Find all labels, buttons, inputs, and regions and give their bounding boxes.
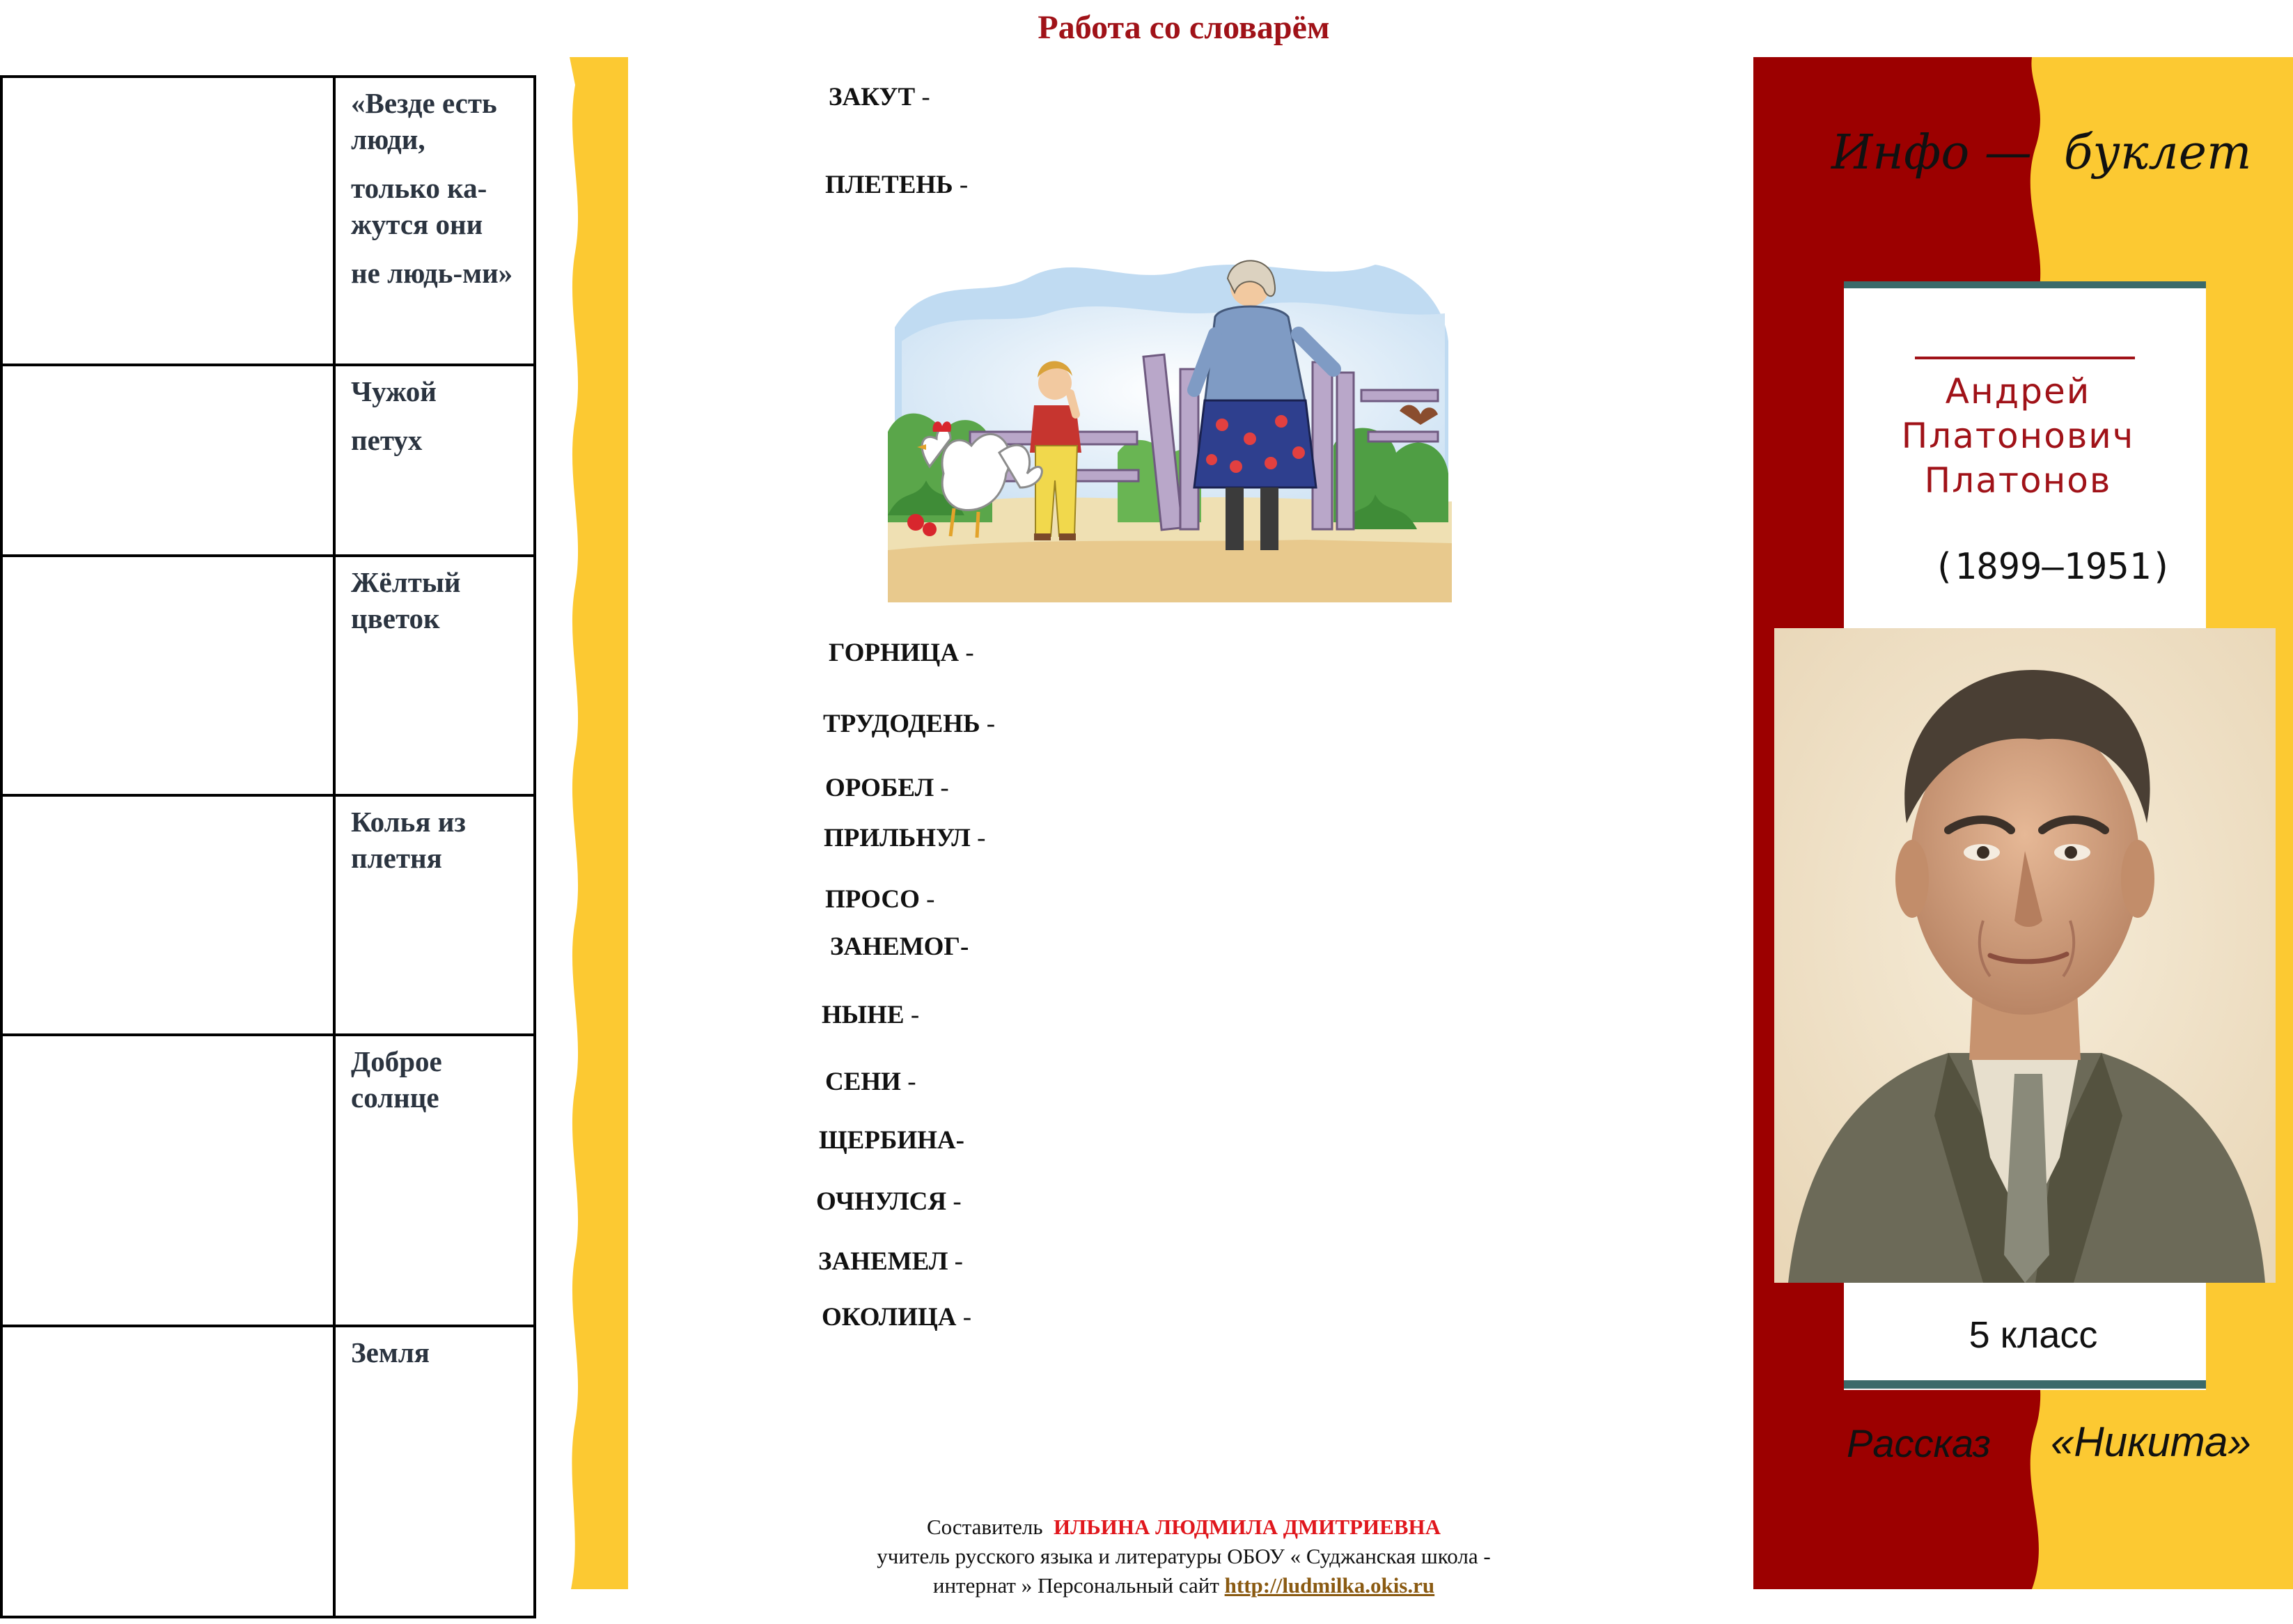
vocab-item: ГОРНИЦА - [829,639,974,667]
cover-title [1831,125,2277,180]
theme-cell [334,77,535,365]
table-row [1,1326,535,1617]
answer-cell[interactable] [1,77,334,365]
answer-cell[interactable] [1,795,334,1035]
table-row [1,556,535,795]
theme-cell [334,365,535,556]
theme-cell [334,1326,535,1617]
vocab-item: ОЧНУЛСЯ - [816,1187,962,1216]
author-name [1844,369,2192,503]
table-row [1,365,535,556]
theme-line: петух [351,424,423,456]
theme-line: Чужой [351,375,437,407]
vocab-item: ЩЕРБИНА- [819,1126,964,1155]
answer-cell[interactable] [1,556,334,795]
vocab-item: СЕНИ - [825,1068,916,1096]
personal-site-link[interactable]: http://ludmilka.okis.ru [1224,1573,1435,1598]
credits-prefix: Составитель [926,1515,1043,1539]
theme-cell [334,795,535,1035]
theme-line: «Везде есть люди, [351,87,497,155]
author-last-name: Платонов [1924,460,2112,501]
story-name: «Никита» [2051,1419,2251,1465]
author-patronymic: Платонович [1901,416,2135,456]
vocab-item: ЗАКУТ - [829,83,930,111]
story-illustration [888,223,1452,602]
credits-line-2: учитель русского языка и литературы ОБОУ « Суджанская школа - [877,1544,1491,1568]
theme-line: Колья из плетня [351,806,466,874]
table-row [1,1035,535,1326]
story-label: Рассказ [1847,1421,1991,1465]
answer-cell[interactable] [1,1326,334,1617]
vocab-item: ОРОБЕЛ - [825,774,949,802]
answer-cell[interactable] [1,1035,334,1326]
vocab-item: ТРУДОДЕНЬ - [823,710,996,738]
theme-line: Жёлтый цветок [351,566,461,634]
theme-line: Доброе солнце [351,1045,442,1114]
credits-block [801,1513,1567,1600]
cover-title-right: буклет [2063,125,2252,180]
author-portrait [1774,628,2276,1283]
credits-line-1 [801,1513,1567,1542]
theme-cell [334,556,535,795]
credits-line-3 [801,1571,1567,1600]
page-title: Работа со словарём [1038,9,1330,46]
theme-line: не людь-ми» [351,257,513,289]
vocab-item: ПРИЛЬНУЛ - [824,824,986,852]
vocab-item: ЗАНЕМЕЛ - [818,1247,963,1276]
grade-label: 5 класс [1969,1314,2098,1356]
theme-cell [334,1035,535,1326]
table-row [1,795,535,1035]
vocab-item: ПРОСО - [825,885,935,914]
vocab-item: ПЛЕТЕНЬ - [825,171,969,199]
credits-site-label: интернат » Персональный сайт [932,1573,1219,1598]
themes-table [0,75,536,1618]
table-row [1,77,535,365]
theme-line: только ка-жутся они [351,172,487,240]
answer-cell[interactable] [1,365,334,556]
author-first-name: Андрей [1945,371,2091,412]
author-years: (1899—1951) [1932,546,2173,588]
vocab-item: ОКОЛИЦА - [822,1303,972,1332]
credits-author: ИЛЬИНА ЛЮДМИЛА ДМИТРИЕВНА [1054,1515,1441,1539]
wavy-strip-decoration [570,57,628,1589]
vocab-item: НЫНЕ - [822,1001,920,1029]
theme-line: Земля [351,1336,430,1368]
vocab-item: ЗАНЕМОГ- [830,932,969,961]
cover-title-left: Инфо — [1831,125,2032,180]
